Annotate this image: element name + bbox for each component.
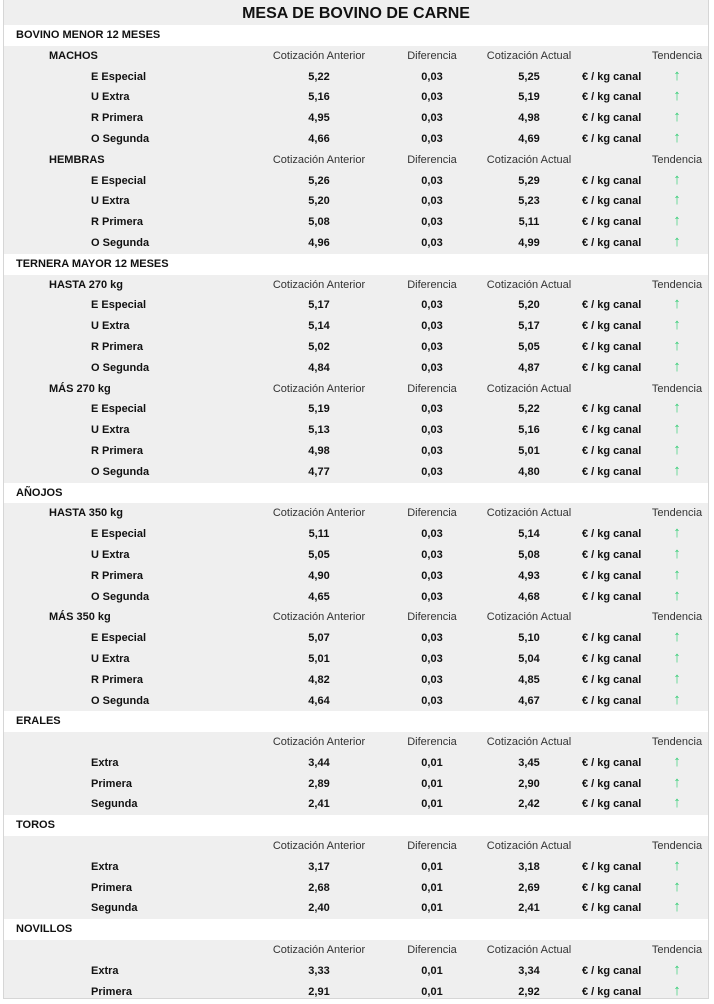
cotizacion-actual-value: 5,01 [518,444,540,457]
diferencia-value: 0,03 [421,590,443,603]
header-cotizacion-anterior: Cotización Anterior [272,944,366,957]
header-tendencia: Tendencia [651,278,703,291]
trend-up-arrow-icon: ↑ [673,524,681,542]
cotizacion-actual-value: 2,92 [518,985,540,998]
section-title: TOROS [16,819,55,832]
table-row [4,649,708,670]
table-row [4,670,708,691]
diferencia-value: 0,03 [421,548,443,561]
header-diferencia: Diferencia [407,507,457,520]
diferencia-value: 0,03 [421,652,443,665]
cotizacion-actual-value: 5,04 [518,652,540,665]
diferencia-value: 0,03 [421,361,443,374]
row-label: R Primera [91,112,143,125]
cotizacion-anterior-value: 3,44 [308,756,330,769]
trend-up-arrow-icon: ↑ [673,752,681,770]
diferencia-value: 0,01 [421,777,443,790]
table-row [4,67,708,88]
unit-label: € / kg canal [582,70,642,83]
cotizacion-anterior-value: 2,41 [308,798,330,811]
unit-label: € / kg canal [582,590,642,603]
column-header-row [4,150,708,171]
table-row [4,420,708,441]
table-row [4,857,708,878]
diferencia-value: 0,03 [421,673,443,686]
diferencia-value: 0,03 [421,195,443,208]
cotizacion-anterior-value: 4,90 [308,569,330,582]
table-row [4,774,708,795]
row-label: U Extra [91,195,130,208]
cotizacion-actual-value: 3,18 [518,860,540,873]
row-label: E Especial [91,70,147,83]
unit-label: € / kg canal [582,320,642,333]
diferencia-value: 0,03 [421,174,443,187]
trend-up-arrow-icon: ↑ [673,232,681,250]
cotizacion-actual-value: 3,45 [518,756,540,769]
cotizacion-actual-value: 4,67 [518,694,540,707]
diferencia-value: 0,01 [421,798,443,811]
unit-label: € / kg canal [582,132,642,145]
table-row [4,753,708,774]
column-header-row [4,46,708,67]
group-title: HASTA 350 kg [49,507,123,520]
unit-label: € / kg canal [582,777,642,790]
header-cotizacion-actual: Cotización Actual [486,382,572,395]
cotizacion-actual-value: 5,08 [518,548,540,561]
header-cotizacion-anterior: Cotización Anterior [272,840,366,853]
unit-label: € / kg canal [582,444,642,457]
unit-label: € / kg canal [582,216,642,229]
diferencia-value: 0,01 [421,902,443,915]
trend-up-arrow-icon: ↑ [673,628,681,646]
cotizacion-actual-value: 4,93 [518,569,540,582]
cotizacion-actual-value: 4,80 [518,465,540,478]
header-cotizacion-actual: Cotización Actual [486,153,572,166]
table-row [4,462,708,483]
diferencia-value: 0,03 [421,340,443,353]
row-label: R Primera [91,340,143,353]
cotizacion-actual-value: 4,68 [518,590,540,603]
cotizacion-anterior-value: 4,84 [308,361,330,374]
section-title: BOVINO MENOR 12 MESES [16,29,161,41]
header-tendencia: Tendencia [651,382,703,395]
diferencia-value: 0,03 [421,70,443,83]
diferencia-value: 0,01 [421,881,443,894]
cotizacion-anterior-value: 4,65 [308,590,330,603]
cotizacion-anterior-value: 4,95 [308,112,330,125]
diferencia-value: 0,03 [421,91,443,104]
diferencia-value: 0,01 [421,964,443,977]
row-label: R Primera [91,673,143,686]
column-header-row [4,732,708,753]
group-title: MÁS 270 kg [49,382,111,395]
diferencia-value: 0,03 [421,424,443,437]
unit-label: € / kg canal [582,964,642,977]
cotizacion-actual-value: 4,69 [518,132,540,145]
cotizacion-anterior-value: 3,17 [308,860,330,873]
table-row [4,566,708,587]
header-cotizacion-actual: Cotización Actual [486,49,572,62]
trend-up-arrow-icon: ↑ [673,586,681,604]
cotizacion-anterior-value: 4,98 [308,444,330,457]
header-cotizacion-actual: Cotización Actual [486,944,572,957]
unit-label: € / kg canal [582,299,642,312]
trend-up-arrow-icon: ↑ [673,565,681,583]
cotizacion-anterior-value: 5,26 [308,174,330,187]
cotizacion-actual-value: 2,90 [518,777,540,790]
price-table [4,25,708,1002]
trend-up-arrow-icon: ↑ [673,981,681,999]
table-row [4,337,708,358]
cotizacion-anterior-value: 5,02 [308,340,330,353]
trend-up-arrow-icon: ↑ [673,212,681,230]
cotizacion-actual-value: 5,20 [518,299,540,312]
section-title: ERALES [16,715,61,728]
header-diferencia: Diferencia [407,49,457,62]
diferencia-value: 0,01 [421,756,443,769]
unit-label: € / kg canal [582,236,642,249]
diferencia-value: 0,03 [421,569,443,582]
row-label: U Extra [91,652,130,665]
cotizacion-anterior-value: 3,33 [308,964,330,977]
row-label: U Extra [91,91,130,104]
row-label: E Especial [91,174,147,187]
header-diferencia: Diferencia [407,611,457,624]
header-diferencia: Diferencia [407,278,457,291]
section-header [4,815,708,836]
cotizacion-anterior-value: 5,05 [308,548,330,561]
diferencia-value: 0,03 [421,694,443,707]
cotizacion-actual-value: 5,25 [518,70,540,83]
cotizacion-anterior-value: 2,68 [308,881,330,894]
trend-up-arrow-icon: ↑ [673,794,681,812]
table-row [4,587,708,608]
table-row [4,295,708,316]
diferencia-value: 0,03 [421,299,443,312]
cotizacion-actual-value: 5,11 [518,216,540,229]
header-cotizacion-actual: Cotización Actual [486,840,572,853]
diferencia-value: 0,03 [421,403,443,416]
diferencia-value: 0,01 [421,860,443,873]
unit-label: € / kg canal [582,985,642,998]
header-diferencia: Diferencia [407,736,457,749]
unit-label: € / kg canal [582,756,642,769]
section-title: TERNERA MAYOR 12 MESES [16,257,169,270]
trend-up-arrow-icon: ↑ [673,108,681,126]
group-title: HASTA 270 kg [49,278,123,291]
cotizacion-anterior-value: 4,66 [308,132,330,145]
header-cotizacion-actual: Cotización Actual [486,507,572,520]
diferencia-value: 0,03 [421,112,443,125]
unit-label: € / kg canal [582,548,642,561]
header-tendencia: Tendencia [651,507,703,520]
section-title: AÑOJOS [16,486,63,499]
row-label: O Segunda [91,465,150,478]
cotizacion-anterior-value: 4,64 [308,694,330,707]
table-row [4,358,708,379]
cotizacion-anterior-value: 4,82 [308,673,330,686]
unit-label: € / kg canal [582,881,642,894]
trend-up-arrow-icon: ↑ [673,461,681,479]
cotizacion-actual-value: 5,14 [518,528,540,541]
trend-up-arrow-icon: ↑ [673,648,681,666]
trend-up-arrow-icon: ↑ [673,544,681,562]
header-cotizacion-anterior: Cotización Anterior [272,382,366,395]
unit-label: € / kg canal [582,652,642,665]
unit-label: € / kg canal [582,174,642,187]
cotizacion-actual-value: 5,23 [518,195,540,208]
row-label: O Segunda [91,132,150,145]
cotizacion-actual-value: 3,34 [518,964,540,977]
section-header [4,254,708,275]
cotizacion-actual-value: 5,22 [518,403,540,416]
cotizacion-anterior-value: 2,91 [308,985,330,998]
unit-label: € / kg canal [582,798,642,811]
table-row [4,316,708,337]
cotizacion-anterior-value: 5,07 [308,632,330,645]
table-row [4,898,708,919]
row-label: Segunda [91,902,138,915]
header-cotizacion-anterior: Cotización Anterior [272,278,366,291]
row-label: U Extra [91,320,130,333]
trend-up-arrow-icon: ↑ [673,440,681,458]
trend-up-arrow-icon: ↑ [673,420,681,438]
cotizacion-anterior-value: 5,22 [308,70,330,83]
header-diferencia: Diferencia [407,944,457,957]
row-label: Segunda [91,798,138,811]
cotizacion-actual-value: 5,17 [518,320,540,333]
column-header-row [4,836,708,857]
trend-up-arrow-icon: ↑ [673,960,681,978]
unit-label: € / kg canal [582,112,642,125]
cotizacion-anterior-value: 5,13 [308,424,330,437]
trend-up-arrow-icon: ↑ [673,877,681,895]
trend-up-arrow-icon: ↑ [673,336,681,354]
header-cotizacion-actual: Cotización Actual [486,736,572,749]
row-label: U Extra [91,548,130,561]
diferencia-value: 0,03 [421,465,443,478]
cotizacion-actual-value: 2,69 [518,881,540,894]
column-header-row [4,503,708,524]
cotizacion-anterior-value: 5,08 [308,216,330,229]
header-cotizacion-actual: Cotización Actual [486,278,572,291]
table-row [4,545,708,566]
trend-up-arrow-icon: ↑ [673,66,681,84]
section-title: NOVILLOS [16,923,73,936]
diferencia-value: 0,03 [421,132,443,145]
group-title: HEMBRAS [49,153,105,166]
table-row [4,691,708,712]
table-row [4,233,708,254]
table-row [4,961,708,982]
cotizacion-actual-value: 5,05 [518,340,540,353]
header-cotizacion-anterior: Cotización Anterior [272,611,366,624]
diferencia-value: 0,01 [421,985,443,998]
table-row [4,878,708,899]
row-label: Extra [91,860,119,873]
row-label: Primera [91,777,132,790]
group-title: MACHOS [49,49,98,62]
trend-up-arrow-icon: ↑ [673,295,681,313]
header-diferencia: Diferencia [407,153,457,166]
row-label: Primera [91,985,132,998]
cotizacion-actual-value: 5,16 [518,424,540,437]
row-label: O Segunda [91,236,150,249]
header-tendencia: Tendencia [651,736,703,749]
row-label: E Especial [91,528,147,541]
diferencia-value: 0,03 [421,444,443,457]
trend-up-arrow-icon: ↑ [673,773,681,791]
trend-up-arrow-icon: ↑ [673,87,681,105]
trend-up-arrow-icon: ↑ [673,128,681,146]
unit-label: € / kg canal [582,694,642,707]
cotizacion-actual-value: 2,41 [518,902,540,915]
trend-up-arrow-icon: ↑ [673,669,681,687]
header-tendencia: Tendencia [651,840,703,853]
column-header-row [4,379,708,400]
row-label: E Especial [91,299,147,312]
section-header [4,25,708,46]
diferencia-value: 0,03 [421,236,443,249]
row-label: Primera [91,881,132,894]
unit-label: € / kg canal [582,195,642,208]
trend-up-arrow-icon: ↑ [673,898,681,916]
cotizacion-anterior-value: 5,20 [308,195,330,208]
trend-up-arrow-icon: ↑ [673,191,681,209]
section-header [4,711,708,732]
table-row [4,129,708,150]
table-row [4,794,708,815]
unit-label: € / kg canal [582,340,642,353]
table-row [4,171,708,192]
cotizacion-actual-value: 2,42 [518,798,540,811]
cotizacion-anterior-value: 5,17 [308,299,330,312]
row-label: R Primera [91,444,143,457]
cotizacion-actual-value: 4,85 [518,673,540,686]
table-row [4,982,708,1003]
diferencia-value: 0,03 [421,528,443,541]
table-row [4,399,708,420]
unit-label: € / kg canal [582,403,642,416]
row-label: E Especial [91,403,147,416]
cotizacion-actual-value: 4,98 [518,112,540,125]
cotizacion-actual-value: 5,29 [518,174,540,187]
column-header-row [4,275,708,296]
header-cotizacion-anterior: Cotización Anterior [272,153,366,166]
table-row [4,108,708,129]
header-cotizacion-anterior: Cotización Anterior [272,507,366,520]
header-cotizacion-anterior: Cotización Anterior [272,49,366,62]
unit-label: € / kg canal [582,361,642,374]
row-label: Extra [91,964,119,977]
unit-label: € / kg canal [582,569,642,582]
trend-up-arrow-icon: ↑ [673,690,681,708]
table-row [4,628,708,649]
table-row [4,212,708,233]
header-tendencia: Tendencia [651,611,703,624]
header-tendencia: Tendencia [651,944,703,957]
diferencia-value: 0,03 [421,632,443,645]
cotizacion-anterior-value: 5,14 [308,320,330,333]
row-label: E Especial [91,632,147,645]
unit-label: € / kg canal [582,860,642,873]
cotizacion-actual-value: 5,10 [518,632,540,645]
header-tendencia: Tendencia [651,153,703,166]
row-label: U Extra [91,424,130,437]
cotizacion-actual-value: 4,99 [518,236,540,249]
table-row [4,524,708,545]
row-label: O Segunda [91,361,150,374]
trend-up-arrow-icon: ↑ [673,357,681,375]
unit-label: € / kg canal [582,424,642,437]
section-header [4,919,708,940]
row-label: R Primera [91,216,143,229]
row-label: O Segunda [91,694,150,707]
table-row [4,191,708,212]
unit-label: € / kg canal [582,902,642,915]
cotizacion-anterior-value: 2,89 [308,777,330,790]
cotizacion-anterior-value: 2,40 [308,902,330,915]
trend-up-arrow-icon: ↑ [673,399,681,417]
trend-up-arrow-icon: ↑ [673,170,681,188]
unit-label: € / kg canal [582,528,642,541]
page-title: MESA DE BOVINO DE CARNE [242,5,470,22]
group-title: MÁS 350 kg [49,611,111,624]
price-table-panel [3,0,709,999]
diferencia-value: 0,03 [421,216,443,229]
cotizacion-anterior-value: 4,77 [308,465,330,478]
column-header-row [4,940,708,961]
unit-label: € / kg canal [582,91,642,104]
header-diferencia: Diferencia [407,840,457,853]
cotizacion-anterior-value: 5,19 [308,403,330,416]
cotizacion-anterior-value: 5,16 [308,91,330,104]
unit-label: € / kg canal [582,673,642,686]
cotizacion-actual-value: 4,87 [518,361,540,374]
table-row [4,441,708,462]
trend-up-arrow-icon: ↑ [673,856,681,874]
header-cotizacion-anterior: Cotización Anterior [272,736,366,749]
section-header [4,483,708,504]
column-header-row [4,607,708,628]
header-tendencia: Tendencia [651,49,703,62]
header-cotizacion-actual: Cotización Actual [486,611,572,624]
cotizacion-anterior-value: 5,01 [308,652,330,665]
row-label: R Primera [91,569,143,582]
table-row [4,87,708,108]
unit-label: € / kg canal [582,465,642,478]
cotizacion-actual-value: 5,19 [518,91,540,104]
diferencia-value: 0,03 [421,320,443,333]
cotizacion-anterior-value: 4,96 [308,236,330,249]
header-diferencia: Diferencia [407,382,457,395]
trend-up-arrow-icon: ↑ [673,316,681,334]
row-label: Extra [91,756,119,769]
row-label: O Segunda [91,590,150,603]
cotizacion-anterior-value: 5,11 [308,528,330,541]
unit-label: € / kg canal [582,632,642,645]
